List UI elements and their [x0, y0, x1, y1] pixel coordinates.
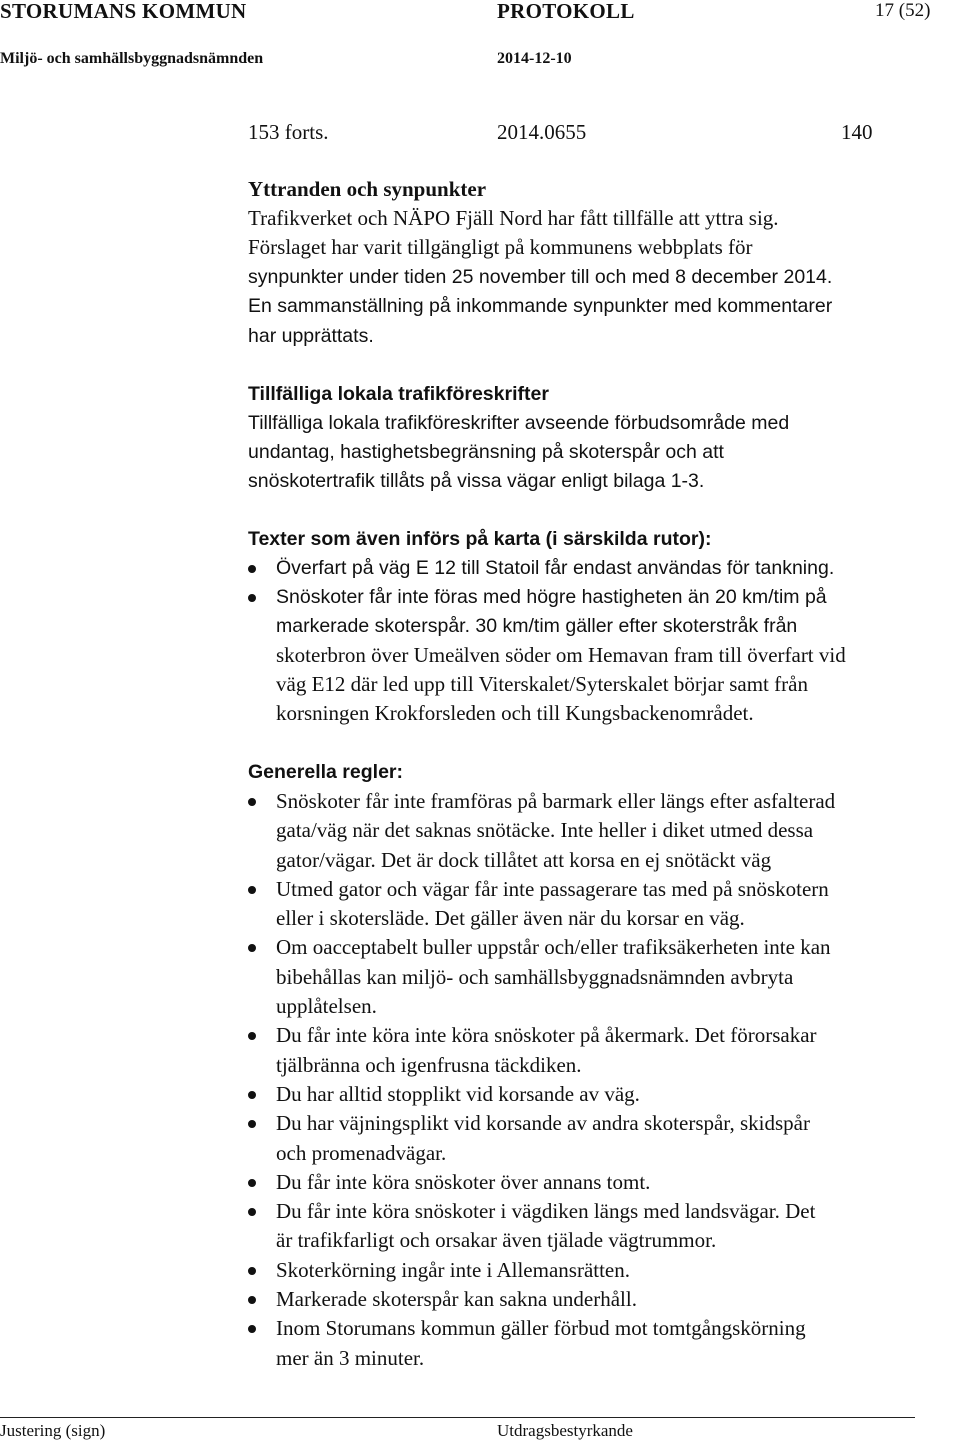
yttranden-line: Förslaget har varit tillgängligt på kommunens webbplats för	[248, 235, 753, 259]
paragraph-number: 140	[841, 120, 873, 144]
bullet-icon	[248, 1208, 256, 1216]
list-item	[248, 1314, 835, 1373]
bullet-icon	[248, 565, 256, 573]
list-item-text: korsningen Krokforsleden och till Kungsbackenområdet.	[276, 701, 754, 725]
list-item	[248, 1080, 835, 1109]
page-number: 17 (52)	[875, 0, 931, 21]
list-item-text: väg E12 där led upp till Viterskalet/Syterskalet börjar samt från	[276, 672, 808, 696]
bullet-icon	[248, 886, 256, 894]
list-item	[248, 1256, 835, 1285]
list-item	[248, 1285, 835, 1314]
committee-name: Miljö- och samhällsbyggnadsnämnden	[0, 50, 264, 67]
list-item-text: Överfart på väg E 12 till Statoil får endast användas för tankning.	[276, 557, 835, 579]
bullet-icon	[248, 1120, 256, 1128]
list-item-text: gata/väg när det saknas snötäcke. Inte heller i diket utmed dessa	[276, 818, 814, 843]
list-item-text: Snöskoter får inte framföras på barmark eller längs efter asfalterad	[276, 789, 836, 813]
list-item	[248, 1168, 835, 1197]
list-item	[248, 1197, 835, 1256]
tillfalliga-line: Tillfälliga lokala trafikföreskrifter avseende förbudsområde med	[248, 412, 790, 434]
list-item	[248, 933, 835, 1021]
texter-list	[248, 554, 846, 728]
bullet-icon	[248, 944, 256, 952]
list-item-text: gator/vägar. Det är dock tillåtet att korsa en ej snötäckt väg	[276, 847, 772, 872]
list-item	[248, 1109, 835, 1168]
list-item	[248, 875, 835, 934]
bullet-icon	[248, 1032, 256, 1040]
case-number: 2014.0655	[497, 120, 587, 144]
list-item-text: upplåtelsen.	[276, 994, 377, 1019]
list-item-text: eller i skotersläde. Det gäller även när du korsar en väg.	[276, 906, 745, 931]
list-item-text: Du har alltid stopplikt vid korsande av väg.	[276, 1081, 640, 1106]
list-item-text: bibehållas kan miljö- och samhällsbyggnadsnämnden avbryta	[276, 964, 794, 989]
heading-tillfalliga: Tillfälliga lokala trafikföreskrifter	[248, 383, 549, 405]
list-item-text: Snöskoter får inte föras med högre hastigheten än 20 km/tim på	[276, 586, 827, 608]
list-item-text: markerade skoterspår. 30 km/tim gäller efter skoterstråk från	[276, 615, 798, 637]
bullet-icon	[248, 1267, 256, 1275]
list-item-text: Du får inte köra snöskoter i vägdiken längs med landsvägar. Det	[276, 1199, 816, 1224]
list-item-text: och promenadvägar.	[276, 1140, 447, 1165]
heading-yttranden: Yttranden och synpunkter	[248, 177, 487, 201]
list-item-text: Utmed gator och vägar får inte passagerare tas med på snöskotern	[276, 876, 829, 901]
bullet-icon	[248, 1091, 256, 1099]
list-item-text: Du får inte köra snöskoter över annans tomt.	[276, 1169, 651, 1194]
tillfalliga-line: undantag, hastighetsbegränsning på skoterspår och att	[248, 441, 724, 463]
list-item-text: skoterbron över Umeälven söder om Hemavan fram till överfart vid	[276, 643, 846, 667]
heading-texter: Texter som även införs på karta (i särskilda rutor):	[248, 528, 712, 550]
footer-signature-label: Justering (sign)	[0, 1421, 106, 1440]
yttranden-line: En sammanställning på inkommande synpunkter med kommentarer	[248, 295, 833, 317]
tillfalliga-line: snöskotertrafik tillåts på vissa vägar enligt bilaga 1-3.	[248, 470, 705, 492]
list-item	[248, 787, 835, 875]
bullet-icon	[248, 594, 256, 602]
list-item-text: Du har väjningsplikt vid korsande av andra skoterspår, skidspår	[276, 1111, 810, 1136]
list-item-text: Inom Storumans kommun gäller förbud mot tomtgångskörning	[276, 1316, 806, 1341]
list-item-text: är trafikfarligt och orsakar även tjälade vägtrummor.	[276, 1228, 717, 1253]
bullet-icon	[248, 798, 256, 806]
organization-name: STORUMANS KOMMUN	[0, 0, 247, 23]
footer-divider	[0, 1417, 915, 1418]
footer-certification-label: Utdragsbestyrkande	[497, 1421, 633, 1440]
list-item	[248, 554, 846, 583]
section-ref: 153 forts.	[248, 120, 329, 144]
list-item-text: Om oacceptabelt buller uppstår och/eller trafiksäkerheten inte kan	[276, 935, 831, 960]
bullet-icon	[248, 1296, 256, 1304]
meeting-date: 2014-12-10	[497, 50, 572, 67]
yttranden-line: har upprättats.	[248, 325, 374, 347]
list-item-text: Skoterkörning ingår inte i Allemansrätten.	[276, 1257, 631, 1282]
list-item-text: Markerade skoterspår kan sakna underhåll.	[276, 1287, 637, 1312]
list-item-text: mer än 3 minuter.	[276, 1345, 425, 1370]
heading-generella: Generella regler:	[248, 761, 403, 783]
list-item	[248, 1021, 835, 1080]
bullet-icon	[248, 1179, 256, 1187]
list-item-text: Du får inte köra inte köra snöskoter på åkermark. Det förorsakar	[276, 1023, 817, 1048]
list-item-text: tjälbränna och igenfrusna täckdiken.	[276, 1052, 582, 1077]
yttranden-line: synpunkter under tiden 25 november till och med 8 december 2014.	[248, 266, 833, 288]
yttranden-line: Trafikverket och NÄPO Fjäll Nord har fått tillfälle att yttra sig.	[248, 206, 779, 230]
bullet-icon	[248, 1325, 256, 1333]
document-type: PROTOKOLL	[497, 0, 635, 23]
list-item	[248, 583, 846, 728]
generella-list	[248, 787, 835, 1373]
